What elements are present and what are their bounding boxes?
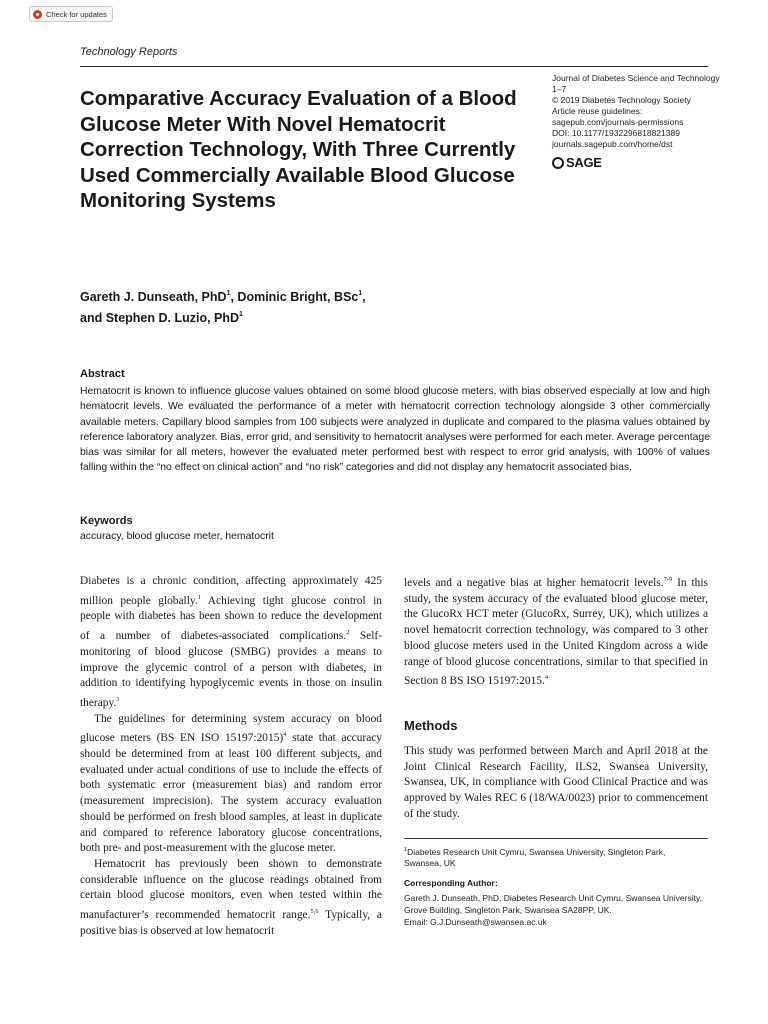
affiliation-footnote [404, 845, 704, 869]
keywords-heading: Keywords [80, 515, 133, 527]
paragraph [404, 572, 708, 690]
updates-icon [33, 10, 42, 19]
citation[interactable]: 2 [346, 629, 350, 637]
sage-logo [552, 155, 602, 170]
footnote-rule [404, 838, 708, 839]
paragraph-text: The guidelines for determining system accuracy on blood glucose meters (BS EN ISO 15197:2015) [80, 712, 382, 745]
keywords-text: accuracy, blood glucose meter, hematocrit [80, 531, 274, 542]
check-for-updates-button[interactable] [29, 6, 113, 22]
citation[interactable]: 4 [283, 731, 287, 739]
paragraph [80, 857, 382, 940]
methods-text [404, 744, 708, 823]
reuse-guidelines: Article reuse guidelines: [552, 106, 643, 116]
citation[interactable]: 7-9 [663, 576, 673, 583]
citation[interactable]: 1 [197, 593, 201, 601]
author-3: and Stephen D. Luzio, PhD [80, 311, 240, 325]
section-label: Technology Reports [80, 46, 178, 58]
paragraph-text: In this study, the system accuracy of the evaluated blood glucose meter, the GlucoRx HCT meter (GlucoRx, Surrey, UK), which utilizes a novel hematocrit correction technology, was compared to 3 other blood glucose meters used in the United Kingdom across a wide range of blood glucose concentrations, similar to that specified in Section 8 BS ISO 15197:2015. [404, 577, 708, 688]
corresponding-author-details [404, 892, 704, 928]
corresponding-author-heading: Corresponding Author: [404, 878, 498, 888]
permissions-link[interactable]: sagepub.com/journals-permissions [552, 117, 684, 127]
paragraph [80, 574, 382, 712]
sage-logo-icon [552, 157, 564, 169]
author-2: Dominic Bright, BSc [237, 290, 359, 304]
sage-logo-text: SAGE [566, 155, 602, 170]
journal-info [552, 73, 722, 150]
citation[interactable]: 3 [116, 695, 120, 703]
paragraph-text: Self-monitoring of blood glucose (SMBG) provides a means to improve the glycemic control of a person with diabetes, in addition to identifying hypoglycemic events in those on insulin therapy. [80, 630, 382, 709]
author-1: Gareth J. Dunseath, PhD [80, 290, 227, 304]
check-for-updates-label: Check for updates [46, 9, 107, 19]
paragraph-text: Typically, a positive bias is observed at low hematocrit [80, 909, 382, 937]
affiliation-text: Diabetes Research Unit Cymru, Swansea University, Singleton Park, Swansea, UK [404, 847, 666, 868]
citation[interactable]: 5,6 [310, 908, 319, 916]
corresponding-author-address: Gareth J. Dunseath, PhD, Diabetes Research Unit Cymru, Swansea University, Grove Building, Singleton Park, Swansea SA28PP, UK. [404, 893, 702, 915]
journal-pages: 1–7 [552, 84, 567, 94]
header-rule [80, 66, 708, 67]
body-left-column [80, 574, 382, 939]
methods-heading: Methods [404, 718, 458, 733]
author-2-affiliation: 1 [358, 290, 363, 297]
citation[interactable]: 4 [544, 674, 549, 682]
paragraph: This study was performed between March and April 2018 at the Joint Clinical Research Facility, ILS2, Swansea University, Swansea, UK, in compliance with Good Clinical Practice and was approved by Wales REC 6 (18/WA/0023) prior to commencement of the study. [404, 745, 708, 820]
author-1-affiliation: 1 [226, 290, 231, 297]
journal-copyright: © 2019 Diabetes Technology Society [552, 95, 691, 105]
journal-name: Journal of Diabetes Science and Technology [552, 73, 720, 83]
journal-home-link[interactable]: journals.sagepub.com/home/dst [552, 139, 673, 149]
paragraph-text: Achieving tight glucose control in people with diabetes has been shown to reduce the development of a number of diabetes-associated complications. [80, 594, 382, 643]
author-list: Gareth J. Dunseath, PhD$^1$, Dominic Bright, BSc$^1$, and Stephen D. Luzio, PhD$^1$ [80, 290, 366, 325]
abstract-text: Hematocrit is known to influence glucose values obtained on some blood glucose meters, with bias observed especially at low and high hematocrit levels. We evaluated the performance of a meter with hematocrit correction technology alongside 3 other commercially available meters. Capillary blood samples from 100 subjects were analyzed in duplicate and compared to the plasma values obtained by reference laboratory analyzer. Bias, error grid, and sensitivity to hematocrit analyses were performed for each meter. Average percentage bias was similar for all meters, however the evaluated meter performed best with respect to error grid analysis, with 100% of values falling within the “no effect on clinical action” and “no risk” categories and did not display any hematocrit associated bias. [80, 386, 710, 474]
affiliation-marker: 1 [404, 847, 408, 853]
abstract-heading: Abstract [80, 368, 125, 380]
paragraph-text: Diabetes is a chronic condition, affecting approximately 425 million people globally. [80, 575, 382, 607]
paragraph-text: Hematocrit has previously been shown to demonstrate considerable influence on the glucose readings obtained from certain blood glucose monitors, even when tested within the manufacturer’s recommended hematocrit range. [80, 857, 382, 922]
body-right-column [404, 572, 708, 690]
article-title: Comparative Accuracy Evaluation of a Blood Glucose Meter With Novel Hematocrit Correction Technology, With Three Currently Used Commercially Available Blood Glucose Monitoring Systems [80, 87, 517, 212]
corresponding-author-email[interactable]: Email: G.J.Dunseath@swansea.ac.uk [404, 917, 547, 927]
doi[interactable]: DOI: 10.1177/1932296818821389 [552, 128, 680, 138]
paragraph-text: state that accuracy should be determined from at least 100 different subjects, and evaluated under actual conditions of use to include the effects of both systematic error (measurement bias) and random error (measurement imprecision). The system accuracy evaluation should be performed on fresh blood samples, at least in duplicate and compared to reference laboratory glucose concentrations, both pre- and post-measurement with the glucose meter. [80, 732, 383, 855]
author-3-affiliation: 1 [239, 311, 243, 318]
paragraph-text: levels and a negative bias at higher hematocrit levels. [404, 577, 664, 589]
paragraph [80, 712, 382, 857]
